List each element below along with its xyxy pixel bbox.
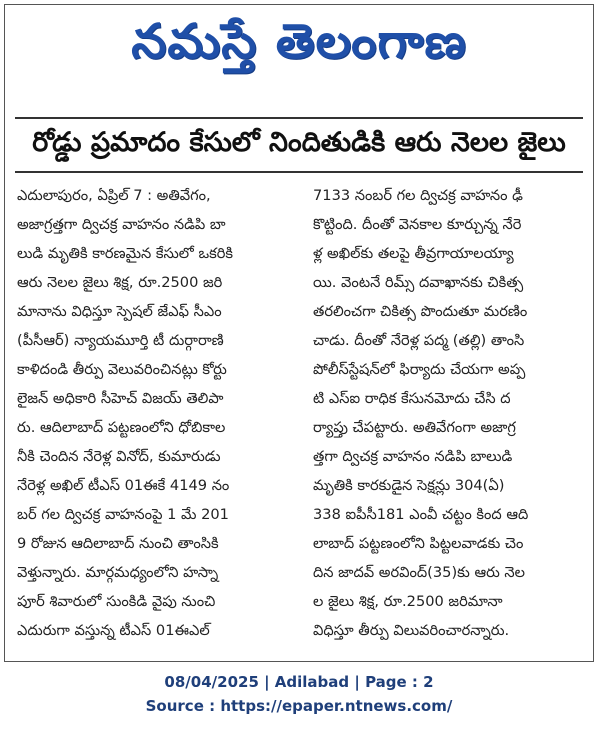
article-column-right — [313, 181, 581, 647]
news-clipping — [4, 4, 594, 662]
source-link[interactable]: Source : https://epaper.ntnews.com/ — [145, 697, 453, 715]
article-line: ఎదురుగా వస్తున్న టీఎస్ 01ఈఎల్ — [17, 622, 210, 639]
article-line: టి ఎస్ఐ రాధిక కేసునమోదు చేసి ద — [313, 390, 511, 407]
article-line: తరలించగా చికిత్స పొందుతూ మరణిం — [313, 303, 528, 320]
article-body — [17, 181, 581, 647]
article-line: నేరెళ్ల అఖిల్ టీఎస్ 01ఈకే 4149 నం — [17, 477, 230, 494]
article-line: మానాను విధిస్తూ స్పెషల్ జేఎఫ్ సీఎం — [17, 303, 222, 320]
masthead — [5, 5, 593, 89]
article-line: కాళిదండి తీర్పు వెలువరించినట్లు కోర్టు — [17, 361, 227, 378]
article-line: యి. వెంటనే రిమ్స్ దవాఖానకు చికిత్స — [313, 274, 524, 291]
article-line: ర్యాప్తు చేపట్టారు. అతివేగంగా అజాగ్ర — [313, 419, 516, 436]
article-line: ళ్ల అఖిల్‌కు తలపై తీవ్రగాయాలయ్యా — [313, 245, 514, 262]
article-line: బర్ గల ద్విచక్ర వాహనంపై 1 మే 201 — [17, 506, 229, 523]
article-line: వెళ్తున్నారు. మార్గమధ్యంలోని హస్నా — [17, 564, 219, 581]
article-line: ల జైలు శిక్ష, రూ.2500 జరిమానా — [313, 593, 503, 610]
article-line: అజాగ్రత్తగా ద్విచక్ర వాహనం నడిపి బా — [17, 216, 226, 233]
edition-info: 08/04/2025 | Adilabad | Page : 2 — [164, 673, 434, 691]
article-line: 9 రోజున ఆదిలాబాద్ నుంచి తాంసికి — [17, 535, 219, 552]
clipping-footer — [0, 670, 598, 718]
headline-top-rule — [15, 117, 583, 119]
article-headline: రోడ్డు ప్రమాదం కేసులో నిందితుడికి ఆరు నెలల జైలు — [32, 127, 566, 158]
article-line: లైజన్ అధికారి సీహెచ్ విజయ్ తెలిపా — [17, 390, 224, 407]
masthead-logo-text: నమస్తే తెలంగాణ — [131, 12, 467, 69]
article-line: విధిస్తూ తీర్పు విలువరించారన్నారు. — [313, 622, 510, 639]
article-line: ఆరు నెలల జైలు శిక్ష, రూ.2500 జరి — [17, 274, 223, 291]
article-line: మృతికి కారకుడైన సెక్షన్లు 304(ఏ) — [313, 477, 505, 494]
article-line: దిన జాదవ్ అరవింద్(35)కు ఆరు నెల — [313, 564, 526, 581]
article-line: నీకి చెందిన నేరెళ్ల వినోద్, కుమారుడు — [17, 448, 221, 465]
article-line: కొట్టింది. దీంతో వెనకాల కూర్చున్న నేరె — [313, 216, 522, 233]
article-line: పూర్ శివారులో సుంకిడి వైపు నుంచి — [17, 593, 216, 610]
article-line: త్తగా ద్విచక్ర వాహనం నడిపి బాలుడి — [313, 448, 513, 465]
article-line: ఎదులాపురం, ఏప్రిల్ 7 : అతివేగం, — [17, 187, 211, 204]
article-line: 7133 నంబర్ గల ద్విచక్ర వాహనం ఢీ — [313, 187, 523, 204]
article-line: లాబాద్ పట్టణంలోని పిట్టలవాడకు చెం — [313, 535, 524, 552]
article-line: లుడి మృతికి కారణమైన కేసులో ఒకరికి — [17, 245, 234, 262]
article-line: 338 ఐపీసీ181 ఎంవీ చట్టం కింద ఆది — [313, 506, 529, 523]
article-line: (పీసీఆర్) న్యాయమూర్తి టీ దుర్గారాణి — [17, 332, 224, 349]
article-line: పోలీస్‌స్టేషన్‌లో ఫిర్యాదు చేయగా అప్ప — [313, 361, 526, 378]
article-column-left — [17, 181, 285, 647]
article-line: చాడు. దీంతో నేరెళ్ల పద్మ (తల్లి) తాంసి — [313, 332, 525, 349]
article-line: రు. ఆదిలాబాద్ పట్టణంలోని ధోబికాల — [17, 419, 226, 436]
headline-bottom-rule — [15, 171, 583, 173]
